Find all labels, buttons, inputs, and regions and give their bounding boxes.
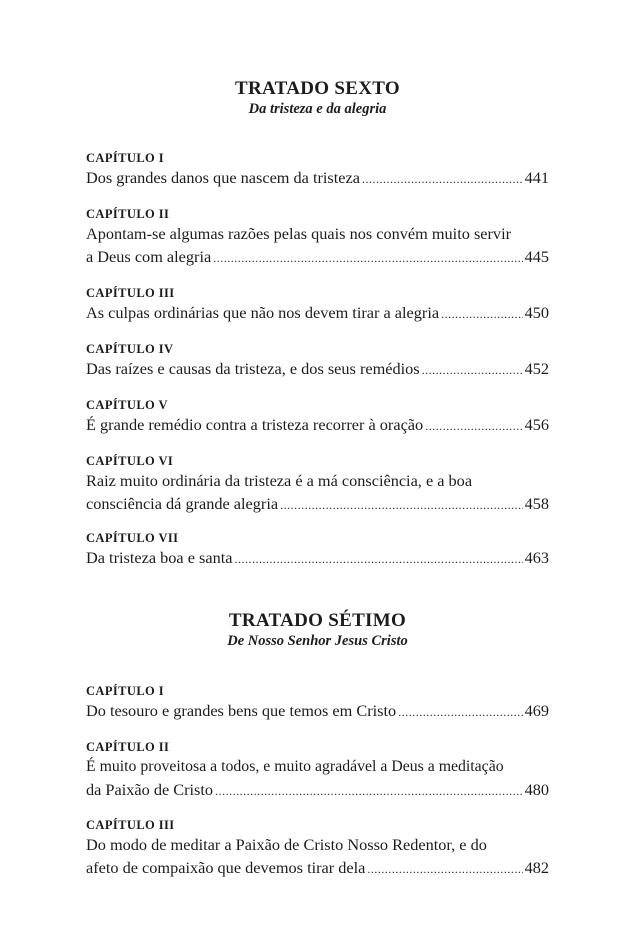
chapter-title: Do modo de meditar a Paixão de Cristo Nosso Redentor, e do xyxy=(86,835,487,854)
chapter-title: É muito proveitosa a todos, e muito agradável a Deus a meditação xyxy=(86,758,504,775)
page-number: 480 xyxy=(524,780,549,799)
chapter-label: CAPÍTULO IV xyxy=(86,342,174,356)
chapter-title: a Deus com alegria xyxy=(86,247,212,266)
treatise-subtitle: Da tristeza e da alegria xyxy=(248,101,387,117)
dot-leader xyxy=(362,168,523,191)
treatise-header xyxy=(86,78,549,118)
toc-entry[interactable] xyxy=(86,739,549,803)
dot-leader xyxy=(398,701,522,724)
page-number: 482 xyxy=(524,858,549,877)
dot-leader xyxy=(441,303,522,326)
dot-leader xyxy=(213,247,522,270)
toc-entry[interactable] xyxy=(86,530,549,571)
chapter-label: CAPÍTULO VII xyxy=(86,531,179,545)
chapter-title: Das raízes e causas da tristeza, e dos seus remédios xyxy=(86,359,420,378)
chapter-title: afeto de compaixão que devemos tirar dela xyxy=(86,858,366,877)
treatise-subtitle: De Nosso Senhor Jesus Cristo xyxy=(227,633,408,649)
toc-entry[interactable] xyxy=(86,817,549,881)
chapter-title-line xyxy=(86,166,549,191)
chapter-label: CAPÍTULO V xyxy=(86,398,168,412)
toc-entry[interactable] xyxy=(86,453,549,517)
chapter-title-line xyxy=(86,778,549,803)
chapter-title: Da tristeza boa e santa xyxy=(86,548,233,567)
chapter-title-line xyxy=(86,301,549,326)
page-number: 458 xyxy=(524,494,549,513)
chapter-title-line xyxy=(86,413,549,438)
chapter-title-line xyxy=(86,492,549,517)
toc-entry[interactable] xyxy=(86,683,549,724)
chapter-label: CAPÍTULO III xyxy=(86,818,175,832)
chapter-label: CAPÍTULO I xyxy=(86,684,164,698)
dot-leader xyxy=(367,858,522,881)
page-number: 445 xyxy=(524,247,549,266)
chapter-title-line xyxy=(86,245,549,270)
chapter-title: É grande remédio contra a tristeza recorrer à oração xyxy=(86,415,424,434)
page-number: 441 xyxy=(524,168,549,187)
treatise-title: TRATADO SÉTIMO xyxy=(228,610,407,631)
chapter-title-line xyxy=(86,856,549,881)
dot-leader xyxy=(280,494,522,517)
page-number: 469 xyxy=(524,701,549,720)
chapter-title: Apontam-se algumas razões pelas quais nos convém muito servir xyxy=(86,224,512,243)
chapter-label: CAPÍTULO II xyxy=(86,740,170,754)
chapter-label: CAPÍTULO II xyxy=(86,207,170,221)
chapter-title: As culpas ordinárias que não nos devem tirar a alegria xyxy=(86,303,440,322)
dot-leader xyxy=(422,359,523,382)
page-number: 452 xyxy=(524,359,549,378)
dot-leader xyxy=(425,415,522,438)
chapter-label: CAPÍTULO III xyxy=(86,286,175,300)
toc-entry[interactable] xyxy=(86,341,549,382)
toc-entry[interactable] xyxy=(86,397,549,438)
chapter-label: CAPÍTULO I xyxy=(86,151,164,165)
chapter-title: Do tesouro e grandes bens que temos em Cristo xyxy=(86,701,397,720)
page-number: 456 xyxy=(524,415,549,434)
treatise-title: TRATADO SEXTO xyxy=(235,78,400,99)
dot-leader xyxy=(234,548,522,571)
toc-entry[interactable] xyxy=(86,150,549,191)
chapter-label: CAPÍTULO VI xyxy=(86,454,174,468)
chapter-title-line xyxy=(86,357,549,382)
treatise-header xyxy=(86,610,549,650)
page-number: 463 xyxy=(524,548,549,567)
chapter-title: Dos grandes danos que nascem da tristeza xyxy=(86,168,360,187)
chapter-title: da Paixão de Cristo xyxy=(86,780,214,799)
dot-leader xyxy=(215,780,523,803)
chapter-title-line xyxy=(86,699,549,724)
chapter-title-line xyxy=(86,546,549,571)
page-number: 450 xyxy=(524,303,549,322)
toc-entry[interactable] xyxy=(86,206,549,270)
toc-entry[interactable] xyxy=(86,285,549,326)
chapter-title: Raiz muito ordinária da tristeza é a má consciência, e a boa xyxy=(86,471,473,490)
chapter-title: consciência dá grande alegria xyxy=(86,494,279,513)
